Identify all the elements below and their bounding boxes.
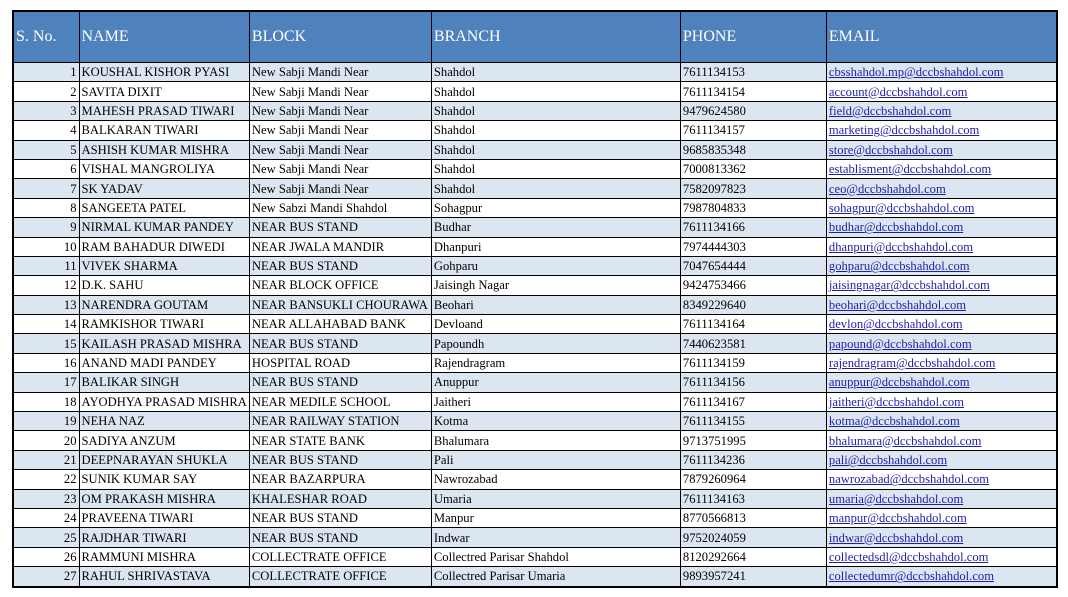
phone-cell[interactable]: 7611134159 [680,353,826,372]
header-email[interactable]: EMAIL [826,11,1057,63]
table-row [13,470,1057,489]
table-row [13,315,1057,334]
email-link[interactable]: cbsshahdol.mp@dccbshahdol.com [826,63,1057,82]
branch-cell[interactable]: Jaitheri [431,392,680,411]
phone-cell[interactable]: 7611134153 [680,63,826,82]
table-row [13,121,1057,140]
block-cell[interactable]: NEAR BUS STAND [249,256,431,275]
branch-cell[interactable]: Manpur [431,508,680,527]
email-link[interactable]: field@dccbshahdol.com [826,101,1057,120]
sno-cell[interactable]: 23 [13,489,79,508]
email-link[interactable]: pali@dccbshahdol.com [826,450,1057,469]
sno-cell[interactable]: 12 [13,276,79,295]
branch-cell[interactable]: Devloand [431,315,680,334]
table-row [13,508,1057,527]
table-row [13,334,1057,353]
sno-cell[interactable]: 20 [13,431,79,450]
sno-cell[interactable]: 9 [13,218,79,237]
branch-cell[interactable]: Papoundh [431,334,680,353]
phone-cell[interactable]: 7987804833 [680,198,826,217]
name-cell[interactable]: NIRMAL KUMAR PANDEY [79,218,249,237]
block-cell[interactable]: COLLECTRATE OFFICE [249,547,431,566]
name-cell[interactable]: SANGEETA PATEL [79,198,249,217]
name-cell[interactable]: VIVEK SHARMA [79,256,249,275]
phone-cell[interactable]: 7582097823 [680,179,826,198]
branch-cell[interactable]: Rajendragram [431,353,680,372]
email-link[interactable]: establisment@dccbshahdol.com [826,159,1057,178]
branch-cell[interactable]: Bhalumara [431,431,680,450]
name-cell[interactable]: SAVITA DIXIT [79,82,249,101]
block-cell[interactable]: NEAR BUS STAND [249,450,431,469]
branch-cell[interactable]: Shahdol [431,121,680,140]
email-link[interactable]: marketing@dccbshahdol.com [826,121,1057,140]
block-cell[interactable]: COLLECTRATE OFFICE [249,567,431,587]
table-row [13,82,1057,101]
table-row [13,63,1057,82]
branch-cell[interactable]: Shahdol [431,179,680,198]
block-cell[interactable]: NEAR BANSUKLI CHOURAWA [249,295,431,314]
table-row [13,179,1057,198]
branch-cell[interactable]: Collectred Parisar Umaria [431,567,680,587]
block-cell[interactable]: NEAR BUS STAND [249,218,431,237]
table-row [13,431,1057,450]
table-row [13,295,1057,314]
phone-cell[interactable]: 7047654444 [680,256,826,275]
phone-cell[interactable]: 7611134166 [680,218,826,237]
email-link[interactable]: budhar@dccbshahdol.com [826,218,1057,237]
name-cell[interactable]: KOUSHAL KISHOR PYASI [79,63,249,82]
table-row [13,450,1057,469]
branch-cell[interactable]: Shahdol [431,82,680,101]
block-cell[interactable]: NEAR ALLAHABAD BANK [249,315,431,334]
sno-cell[interactable]: 27 [13,567,79,587]
block-cell[interactable]: NEAR JWALA MANDIR [249,237,431,256]
email-link[interactable]: umaria@dccbshahdol.com [826,489,1057,508]
block-cell[interactable]: HOSPITAL ROAD [249,353,431,372]
table-row [13,276,1057,295]
sno-cell[interactable]: 22 [13,470,79,489]
sno-cell[interactable]: 21 [13,450,79,469]
sno-cell[interactable]: 17 [13,373,79,392]
name-cell[interactable]: MAHESH PRASAD TIWARI [79,101,249,120]
email-link[interactable]: devlon@dccbshahdol.com [826,315,1057,334]
email-link[interactable]: collectedsdl@dccbshahdol.com [826,547,1057,566]
name-cell[interactable]: ASHISH KUMAR MISHRA [79,140,249,159]
block-cell[interactable]: NEAR BUS STAND [249,508,431,527]
table-row [13,547,1057,566]
block-cell[interactable]: NEAR BUS STAND [249,373,431,392]
block-cell[interactable]: New Sabji Mandi Near [249,63,431,82]
name-cell[interactable]: RAJDHAR TIWARI [79,528,249,547]
table-row [13,256,1057,275]
phone-cell[interactable]: 8120292664 [680,547,826,566]
table-row [13,237,1057,256]
branch-cell[interactable]: Pali [431,450,680,469]
name-cell[interactable]: RAMMUNI MISHRA [79,547,249,566]
phone-cell[interactable]: 8770566813 [680,508,826,527]
block-cell[interactable]: NEAR BLOCK OFFICE [249,276,431,295]
name-cell[interactable]: BALKARAN TIWARI [79,121,249,140]
phone-cell[interactable]: 8349229640 [680,295,826,314]
phone-cell[interactable]: 7974444303 [680,237,826,256]
sno-cell[interactable]: 2 [13,82,79,101]
block-cell[interactable]: New Sabji Mandi Near [249,101,431,120]
phone-cell[interactable]: 7611134157 [680,121,826,140]
sno-cell[interactable]: 4 [13,121,79,140]
email-link[interactable]: bhalumara@dccbshahdol.com [826,431,1057,450]
block-cell[interactable]: New Sabji Mandi Near [249,140,431,159]
email-link[interactable]: jaisingnagar@dccbshahdol.com [826,276,1057,295]
table-row [13,198,1057,217]
sno-cell[interactable]: 8 [13,198,79,217]
name-cell[interactable]: RAHUL SHRIVASTAVA [79,567,249,587]
email-link[interactable]: anuppur@dccbshahdol.com [826,373,1057,392]
sno-cell[interactable]: 24 [13,508,79,527]
table-row [13,218,1057,237]
sno-cell[interactable]: 5 [13,140,79,159]
sno-cell[interactable]: 10 [13,237,79,256]
branch-cell[interactable]: Indwar [431,528,680,547]
sno-cell[interactable]: 1 [13,63,79,82]
name-cell[interactable]: NARENDRA GOUTAM [79,295,249,314]
phone-cell[interactable]: 9752024059 [680,528,826,547]
email-link[interactable]: store@dccbshahdol.com [826,140,1057,159]
table-row [13,140,1057,159]
block-cell[interactable]: NEAR MEDILE SCHOOL [249,392,431,411]
phone-cell[interactable]: 7611134155 [680,412,826,431]
email-link[interactable]: beohari@dccbshahdol.com [826,295,1057,314]
email-link[interactable]: ceo@dccbshahdol.com [826,179,1057,198]
phone-cell[interactable]: 7611134236 [680,450,826,469]
phone-cell[interactable]: 7879260964 [680,470,826,489]
header-branch[interactable]: BRANCH [431,11,680,63]
name-cell[interactable]: SUNIK KUMAR SAY [79,470,249,489]
block-cell[interactable]: NEAR RAILWAY STATION [249,412,431,431]
branch-cell[interactable]: Dhanpuri [431,237,680,256]
block-cell[interactable]: NEAR BUS STAND [249,334,431,353]
name-cell[interactable]: SK YADAV [79,179,249,198]
branch-cell[interactable]: Jaisingh Nagar [431,276,680,295]
email-link[interactable]: gohparu@dccbshahdol.com [826,256,1057,275]
name-cell[interactable]: SADIYA ANZUM [79,431,249,450]
sno-cell[interactable]: 13 [13,295,79,314]
table-row [13,373,1057,392]
email-link[interactable]: indwar@dccbshahdol.com [826,528,1057,547]
phone-cell[interactable]: 7611134154 [680,82,826,101]
branch-cell[interactable]: Collectred Parisar Shahdol [431,547,680,566]
branch-cell[interactable]: Shahdol [431,101,680,120]
branch-cell[interactable]: Budhar [431,218,680,237]
name-cell[interactable]: RAMKISHOR TIWARI [79,315,249,334]
table-row [13,353,1057,372]
table-row [13,101,1057,120]
branch-cell[interactable]: Shahdol [431,63,680,82]
branch-cell[interactable]: Gohparu [431,256,680,275]
email-link[interactable]: account@dccbshahdol.com [826,82,1057,101]
email-link[interactable]: dhanpuri@dccbshahdol.com [826,237,1057,256]
email-link[interactable]: kotma@dccbshahdol.com [826,412,1057,431]
block-cell[interactable]: New Sabji Mandi Near [249,121,431,140]
email-link[interactable]: jaitheri@dccbshahdol.com [826,392,1057,411]
name-cell[interactable]: VISHAL MANGROLIYA [79,159,249,178]
name-cell[interactable]: OM PRAKASH MISHRA [79,489,249,508]
name-cell[interactable]: RAM BAHADUR DIWEDI [79,237,249,256]
phone-cell[interactable]: 9685835348 [680,140,826,159]
header-sno[interactable]: S. No. [13,11,79,63]
header-row [13,11,1057,63]
branch-cell[interactable]: Nawrozabad [431,470,680,489]
name-cell[interactable]: KAILASH PRASAD MISHRA [79,334,249,353]
phone-cell[interactable]: 9893957241 [680,567,826,587]
sno-cell[interactable]: 11 [13,256,79,275]
email-link[interactable]: collectedumr@dccbshahdol.com [826,567,1057,587]
branch-cell[interactable]: Shahdol [431,140,680,159]
branch-cell[interactable]: Sohagpur [431,198,680,217]
sno-cell[interactable]: 3 [13,101,79,120]
header-block[interactable]: BLOCK [249,11,431,63]
email-link[interactable]: nawrozabad@dccbshahdol.com [826,470,1057,489]
sno-cell[interactable]: 15 [13,334,79,353]
table-row [13,412,1057,431]
branch-cell[interactable]: Umaria [431,489,680,508]
block-cell[interactable]: New Sabji Mandi Near [249,82,431,101]
sno-cell[interactable]: 7 [13,179,79,198]
block-cell[interactable]: New Sabji Mandi Near [249,159,431,178]
table-row [13,392,1057,411]
branch-cell[interactable]: Shahdol [431,159,680,178]
sno-cell[interactable]: 14 [13,315,79,334]
block-cell[interactable]: NEAR BUS STAND [249,528,431,547]
sno-cell[interactable]: 19 [13,412,79,431]
email-link[interactable]: manpur@dccbshahdol.com [826,508,1057,527]
phone-cell[interactable]: 9713751995 [680,431,826,450]
block-cell[interactable]: NEAR BAZARPURA [249,470,431,489]
table-row [13,528,1057,547]
sno-cell[interactable]: 26 [13,547,79,566]
table-row [13,567,1057,587]
branch-cell[interactable]: Anuppur [431,373,680,392]
table-body [13,63,1057,587]
phone-cell[interactable]: 7611134164 [680,315,826,334]
name-cell[interactable]: BALIKAR SINGH [79,373,249,392]
name-cell[interactable]: AYODHYA PRASAD MISHRA [79,392,249,411]
email-link[interactable]: sohagpur@dccbshahdol.com [826,198,1057,217]
phone-cell[interactable]: 7611134156 [680,373,826,392]
name-cell[interactable]: DEEPNARAYAN SHUKLA [79,450,249,469]
block-cell[interactable]: New Sabji Mandi Near [249,179,431,198]
name-cell[interactable]: NEHA NAZ [79,412,249,431]
phone-cell[interactable]: 7440623581 [680,334,826,353]
table-row [13,159,1057,178]
sno-cell[interactable]: 25 [13,528,79,547]
email-link[interactable]: rajendragram@dccbshahdol.com [826,353,1057,372]
branch-cell[interactable]: Beohari [431,295,680,314]
phone-cell[interactable]: 7000813362 [680,159,826,178]
contact-table [12,10,1058,588]
name-cell[interactable]: ANAND MADI PANDEY [79,353,249,372]
table-row [13,489,1057,508]
sno-cell[interactable]: 18 [13,392,79,411]
header-phone[interactable]: PHONE [680,11,826,63]
phone-cell[interactable]: 7611134163 [680,489,826,508]
block-cell[interactable]: NEAR STATE BANK [249,431,431,450]
block-cell[interactable]: KHALESHAR ROAD [249,489,431,508]
name-cell[interactable]: D.K. SAHU [79,276,249,295]
block-cell[interactable]: New Sabzi Mandi Shahdol [249,198,431,217]
email-link[interactable]: papound@dccbshahdol.com [826,334,1057,353]
branch-cell[interactable]: Kotma [431,412,680,431]
phone-cell[interactable]: 9424753466 [680,276,826,295]
sno-cell[interactable]: 16 [13,353,79,372]
sno-cell[interactable]: 6 [13,159,79,178]
phone-cell[interactable]: 7611134167 [680,392,826,411]
header-name[interactable]: NAME [79,11,249,63]
phone-cell[interactable]: 9479624580 [680,101,826,120]
name-cell[interactable]: PRAVEENA TIWARI [79,508,249,527]
